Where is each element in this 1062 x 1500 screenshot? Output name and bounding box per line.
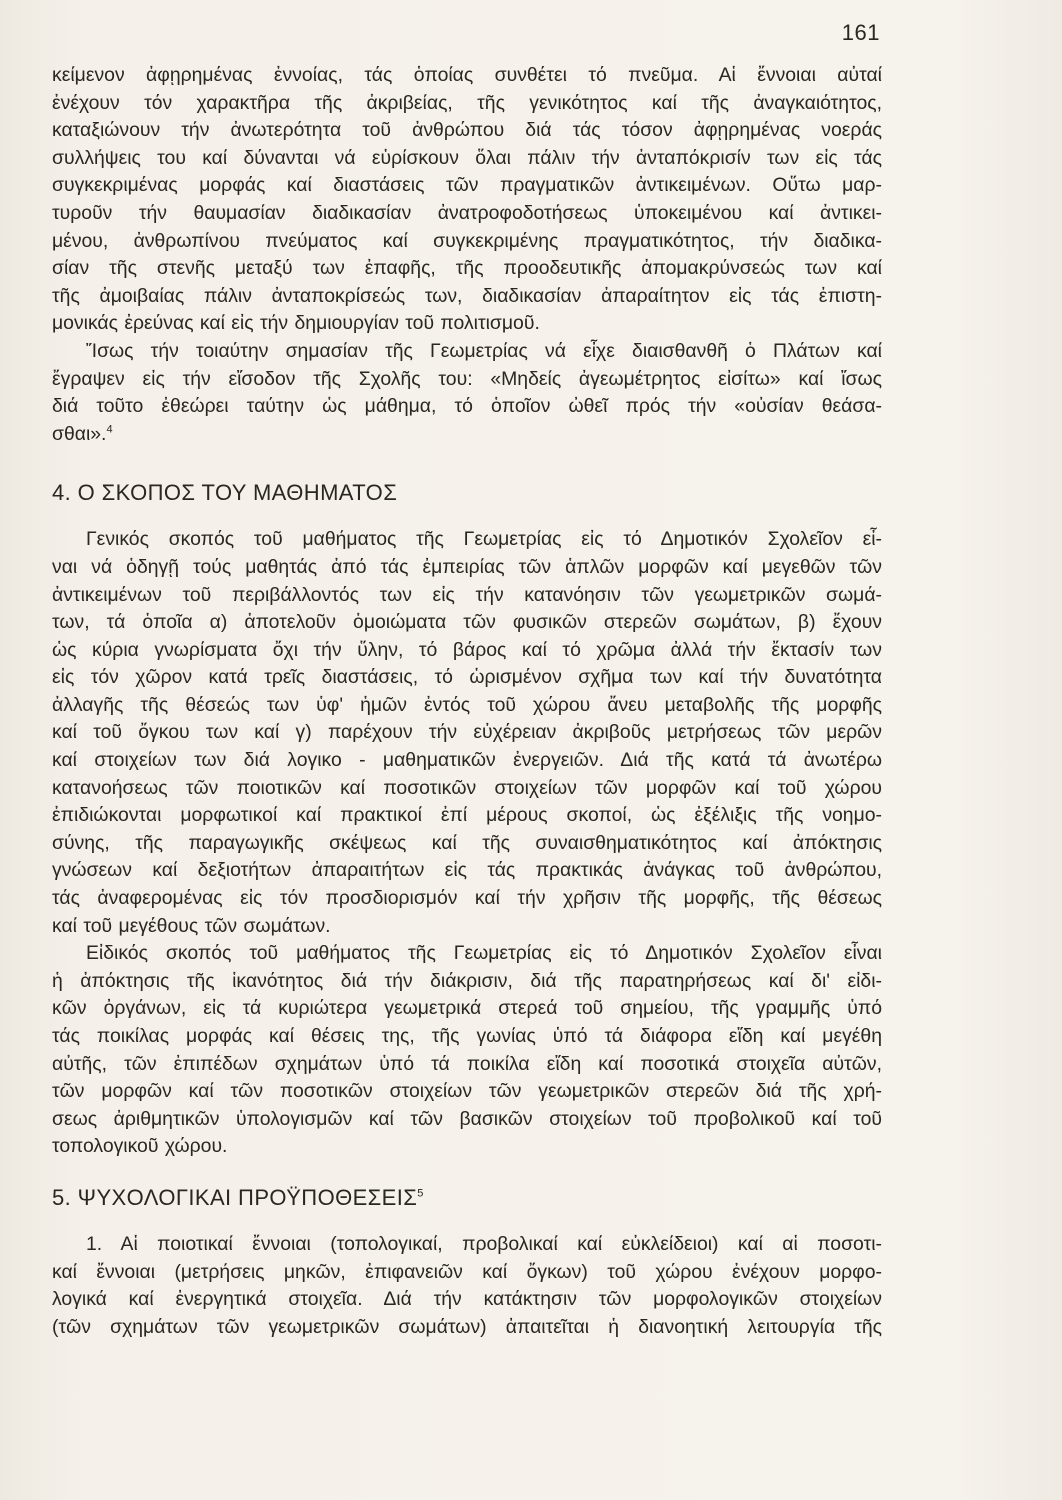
text-line: (τῶν σχημάτων τῶν γεωμετρικῶν σωμάτων) ἀπαιτεῖται ἡ διανοητική λειτουργία τῆς (52, 1315, 882, 1338)
text-line: κατανοήσεως τῶν ποιοτικῶν καί ποσοτικῶν στοιχείων τῶν μορφῶν καί τοῦ χώρου (52, 776, 882, 799)
text-line: κείμενον ἀφῃρημένας ἐννοίας, τάς ὁποίας συνθέτει τό πνεῦμα. Αἱ ἔννοιαι αὐταί (52, 64, 882, 86)
text-line: καί τοῦ ὄγκου των καί γ) παρέχουν τήν εὐχέρειαν ἀκριβοῦς μετρήσεως τῶν μερῶν (52, 721, 882, 744)
text-line: τυροῦν τήν θαυμασίαν διαδικασίαν ἀνατροφοδοτήσεως ὑποκειμένου καί ἀντικει- (52, 201, 882, 224)
text-line: ἐνέχουν τόν χαρακτῆρα τῆς ἀκριβείας, τῆς γενικότητος καί τῆς ἀναγκαιότητος, (52, 91, 882, 114)
text-line: εἰς τόν χῶρον κατά τρεῖς διαστάσεις, τό ὡρισμένον σχῆμα των καί τήν δυνατότητα (52, 666, 882, 689)
text-line: σθαι». (52, 422, 107, 445)
text-line: κῶν ὀργάνων, εἰς τά κυριώτερα γεωμετρικά στερεά τοῦ σημείου, τῆς γραμμῆς ὑπό (52, 997, 882, 1020)
text-line: γνώσεων καί δεξιοτήτων ἀπαραιτήτων εἰς τάς πρακτικάς ἀνάγκας τοῦ ἀνθρώπου, (52, 859, 882, 882)
text-line: Ἴσως τήν τοιαύτην σημασίαν τῆς Γεωμετρίας νά εἶχε διαισθανθῆ ὁ Πλάτων καί (86, 339, 882, 362)
section-4-paragraph-1 (52, 526, 882, 940)
text-line: καταξιώνουν τήν ἀνωτερότητα τοῦ ἀνθρώπου διά τάς τόσον ἀφῃρημένας νοεράς (52, 119, 882, 142)
text-line: ἐπιδιώκονται μορφωτικοί καί πρακτικοί ἐπί μέρους σκοποί, ὡς ἐξέλιξις τῆς νοημο- (52, 804, 882, 827)
text-line: τάς ἀναφερομένας εἰς τόν προσδιορισμόν καί τήν χρῆσιν τῆς μορφῆς, τῆς θέσεως (52, 887, 882, 910)
text-line: ἀντικειμένων τοῦ περιβάλλοντός των εἰς τήν κατανόησιν τῶν γεωμετρικῶν σωμά- (52, 583, 882, 606)
text-line: σίαν τῆς στενῆς μεταξύ των ἐπαφῆς, τῆς προοδευτικῆς ἀπομακρύνσεώς των καί (52, 257, 882, 280)
section-5-heading-text: 5. ΨΥΧΟΛΟΓΙΚΑΙ ΠΡΟΫΠΟΘΕΣΕΙΣ (52, 1184, 418, 1210)
text-line: Εἰδικός σκοπός τοῦ μαθήματος τῆς Γεωμετρίας εἰς τό Δημοτικόν Σχολεῖον εἶναι (86, 942, 882, 965)
section-5-heading (52, 1185, 882, 1211)
text-line: λογικά καί ἐνεργητικά στοιχεῖα. Διά τήν κατάκτησιν τῶν μορφολογικῶν στοιχείων (52, 1288, 882, 1311)
text-line: συλλήψεις του καί δύνανται νά εὑρίσκουν ὅλαι πάλιν τήν ἀνταπόκρισίν των εἰς τάς (52, 146, 882, 169)
text-line: ἔγραψεν εἰς τήν εἴσοδον τῆς Σχολῆς του: «Μηδείς ἀγεωμέτρητος εἰσίτω» καί ἴσως (52, 367, 882, 390)
text-line: καί ἔννοιαι (μετρήσεις μηκῶν, ἐπιφανειῶν καί ὄγκων) τοῦ χώρου ἐνέχουν μορφο- (52, 1260, 882, 1283)
text-line: τῶν μορφῶν καί τῶν ποσοτικῶν στοιχείων τῶν γεωμετρικῶν στερεῶν διά τῆς χρή- (52, 1080, 882, 1103)
intro-paragraph-2 (52, 338, 882, 448)
section-5-paragraph-1 (52, 1231, 882, 1341)
section-4-paragraph-2 (52, 940, 882, 1161)
text-line: μένου, ἀνθρωπίνου πνεύματος καί συγκεκριμένης πραγματικότητος, τήν διαδικα- (52, 229, 882, 252)
text-line-with-footnote (52, 421, 882, 449)
footnote-marker: 4 (106, 423, 113, 436)
text-line: ὡς κύρια γνωρίσματα ὄχι τήν ὕλην, τό βάρος καί τό χρῶμα ἀλλά τήν ἔκτασίν των (52, 638, 882, 661)
intro-paragraph-1 (52, 62, 882, 338)
text-line: διά τοῦτο ἐθεώρει ταύτην ὡς μάθημα, τό ὁποῖον ὠθεῖ πρός τήν «οὐσίαν θεάσα- (52, 395, 882, 418)
text-line: αὐτῆς, τῶν ἐπιπέδων σχημάτων ὑπό τά ποικίλα εἴδη καί ποσοτικά στοιχεῖα αὐτῶν, (52, 1052, 882, 1075)
section-4-heading: 4. Ο ΣΚΟΠΟΣ ΤΟΥ ΜΑΘΗΜΑΤΟΣ (52, 480, 398, 506)
text-line: καί τοῦ μεγέθους τῶν σωμάτων. (52, 914, 331, 937)
text-line: ναι νά ὁδηγῇ τούς μαθητάς ἀπό τάς ἐμπειρίας τῶν ἁπλῶν μορφῶν καί μεγεθῶν τῶν (52, 555, 882, 578)
text-line: των, τά ὁποῖα α) ἀποτελοῦν ὁμοιώματα τῶν φυσικῶν στερεῶν σωμάτων, β) ἔχουν (52, 611, 882, 634)
text-line: τῆς ἀμοιβαίας πάλιν ἀνταποκρίσεώς των, διαδικασίαν ἀπαραίτητον εἰς τάς ἐπιστη- (52, 284, 882, 307)
text-line: συγκεκριμένας μορφάς καί διαστάσεις τῶν πραγματικῶν ἀντικειμένων. Οὕτω μαρ- (52, 174, 882, 197)
page-number: 161 (841, 20, 880, 45)
text-line: μονικάς ἐρεύνας καί εἰς τήν δημιουργίαν τοῦ πολιτισμοῦ. (52, 312, 540, 335)
text-line: 1. Αἱ ποιοτικαί ἔννοιαι (τοπολογικαί, προβολικαί καί εὐκλείδειοι) καί αἱ ποσοτι- (86, 1232, 882, 1255)
text-line: ἀλλαγῆς τῆς θέσεώς των ὑφ' ἡμῶν ἐντός τοῦ χώρου ἄνευ μεταβολῆς τῆς μορφῆς (52, 693, 882, 716)
text-line: σεως ἀριθμητικῶν ὑπολογισμῶν καί τῶν βασικῶν στοιχείων τοῦ προβολικοῦ καί τοῦ (52, 1107, 882, 1130)
page-body (52, 62, 882, 1341)
text-line: τοπολογικοῦ χώρου. (52, 1135, 228, 1158)
text-line: τάς ποικίλας μορφάς καί θέσεις της, τῆς γωνίας ὑπό τά διάφορα εἴδη καί μεγέθη (52, 1025, 882, 1047)
footnote-marker: 5 (417, 1187, 424, 1200)
text-line: καί στοιχείων των διά λογικο - μαθηματικῶν ἐνεργειῶν. Διά τῆς κατά τά ἀνωτέρω (52, 749, 882, 772)
text-line: Γενικός σκοπός τοῦ μαθήματος τῆς Γεωμετρίας εἰς τό Δημοτικόν Σχολεῖον εἶ- (86, 528, 882, 551)
text-line: σύνης, τῆς παραγωγικῆς σκέψεως καί τῆς συναισθηματικότητος καί ἀπόκτησις (52, 831, 882, 854)
text-line: ἡ ἀπόκτησις τῆς ἱκανότητος διά τήν διάκρισιν, διά τῆς παρατηρήσεως καί δι' εἰδι- (52, 969, 882, 992)
